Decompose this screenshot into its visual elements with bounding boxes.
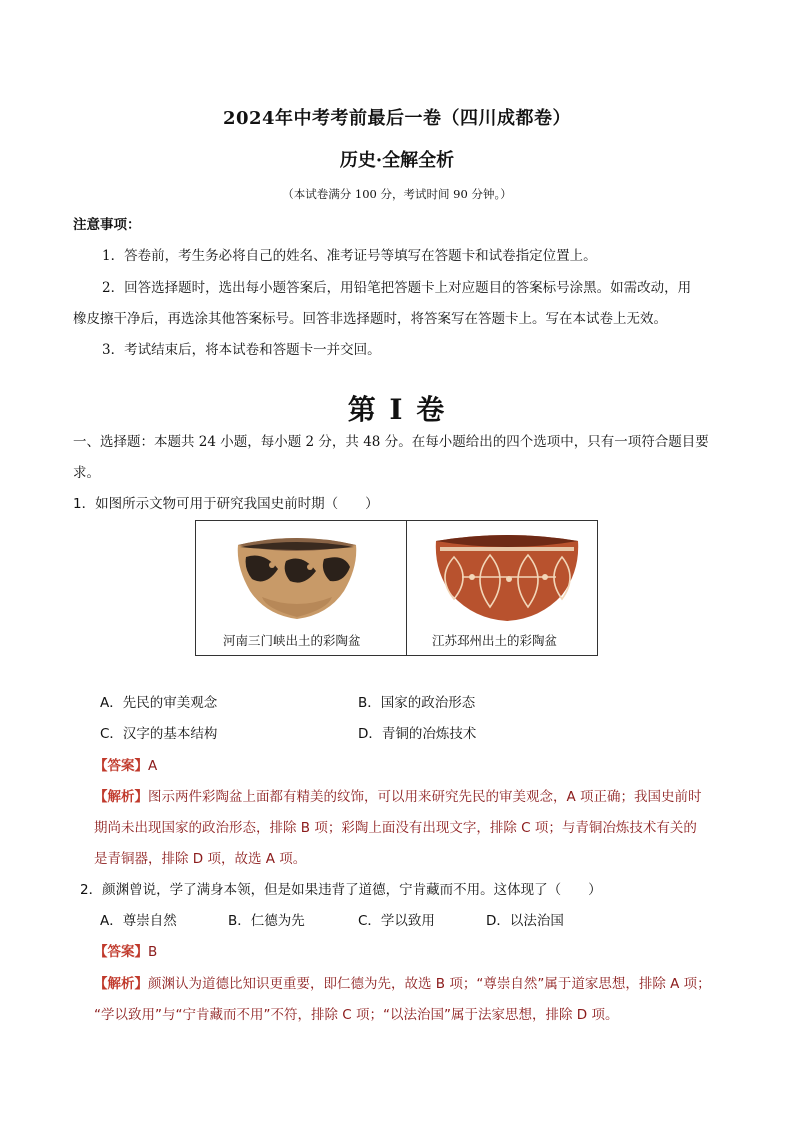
q1-analysis-line2: 期尚未出现国家的政治形态，排除 B 项；彩陶上面没有出现文字，排除 C 项；与青铜冶炼技术有关的	[94, 820, 697, 836]
figure-right-caption: 江苏邳州出土的彩陶盆	[432, 633, 558, 648]
q1-analysis-line3: 是青铜器，排除 D 项，故选 A 项。	[94, 851, 307, 867]
q2-analysis-line1	[94, 978, 711, 992]
notice-heading: 注意事项：	[73, 217, 141, 233]
q1-option-b: B．国家的政治形态	[358, 695, 476, 711]
answer-value: A	[148, 758, 158, 774]
exam-title: 2024年中考考前最后一卷（四川成都卷）	[222, 108, 572, 129]
q2-option-b: B．仁德为先	[228, 913, 305, 929]
q1-stem: 1．如图所示文物可用于研究我国史前时期（ ）	[73, 496, 379, 512]
figure-divider	[406, 521, 407, 655]
analysis-text: 图示两件彩陶盆上面都有精美的纹饰，可以用来研究先民的审美观念，A 项正确；我国史前时	[148, 789, 702, 805]
analysis-tag: 【解析】	[94, 976, 148, 992]
answer-tag: 【答案】	[94, 944, 148, 960]
q1-option-d: D．青铜的冶炼技术	[358, 726, 477, 742]
painted-pottery-basin-sanmenxia-image	[232, 527, 362, 623]
section-intro-line1: 一、选择题：本题共 24 小题，每小题 2 分，共 48 分。在每小题给出的四个选项中，只有一项符合题目要	[73, 434, 709, 450]
analysis-text: 颜渊认为道德比知识更重要，即仁德为先，故选 B 项；“尊崇自然”属于道家思想，排除 A 项；	[148, 976, 711, 992]
q1-answer	[94, 760, 157, 774]
q2-analysis-line2: “学以致用”与“宁肯藏而不用”不符，排除 C 项；“以法治国”属于法家思想，排除 D 项。	[94, 1007, 619, 1023]
section-intro-line2: 求。	[73, 465, 100, 481]
q2-option-c: C．学以致用	[358, 913, 435, 929]
painted-pottery-basin-pizhou-image	[432, 527, 582, 623]
q2-stem: 2．颜渊曾说，学了满身本领，但是如果违背了道德，宁肯藏而不用。这体现了（ ）	[80, 882, 602, 898]
section-title: 第 I 卷	[347, 393, 447, 426]
figure-left-caption: 河南三门峡出土的彩陶盆	[223, 633, 361, 648]
q1-analysis-line1	[94, 791, 702, 805]
q1-figure	[195, 520, 598, 656]
answer-tag: 【答案】	[94, 758, 148, 774]
q1-option-c: C．汉字的基本结构	[100, 726, 218, 742]
q1-option-a: A．先民的审美观念	[100, 695, 218, 711]
notice-item-1: 1．答卷前，考生务必将自己的姓名、准考证号等填写在答题卡和试卷指定位置上。	[102, 248, 597, 264]
exam-note: （本试卷满分 100 分，考试时间 90 分钟。）	[282, 187, 512, 201]
notice-item-2: 2．回答选择题时，选出每小题答案后，用铅笔把答题卡上对应题目的答案标号涂黑。如需改动，用	[102, 280, 692, 296]
answer-value: B	[148, 944, 158, 960]
q2-answer	[94, 946, 157, 960]
q2-option-a: A．尊崇自然	[100, 913, 177, 929]
notice-item-3: 3．考试结束后，将本试卷和答题卡一并交回。	[102, 342, 381, 358]
exam-subtitle: 历史·全解全析	[339, 150, 455, 171]
notice-item-2-cont: 橡皮擦干净后，再选涂其他答案标号。回答非选择题时，将答案写在答题卡上。写在本试卷上无效。	[73, 311, 667, 327]
analysis-tag: 【解析】	[94, 789, 148, 805]
q2-option-d: D．以法治国	[486, 913, 564, 929]
